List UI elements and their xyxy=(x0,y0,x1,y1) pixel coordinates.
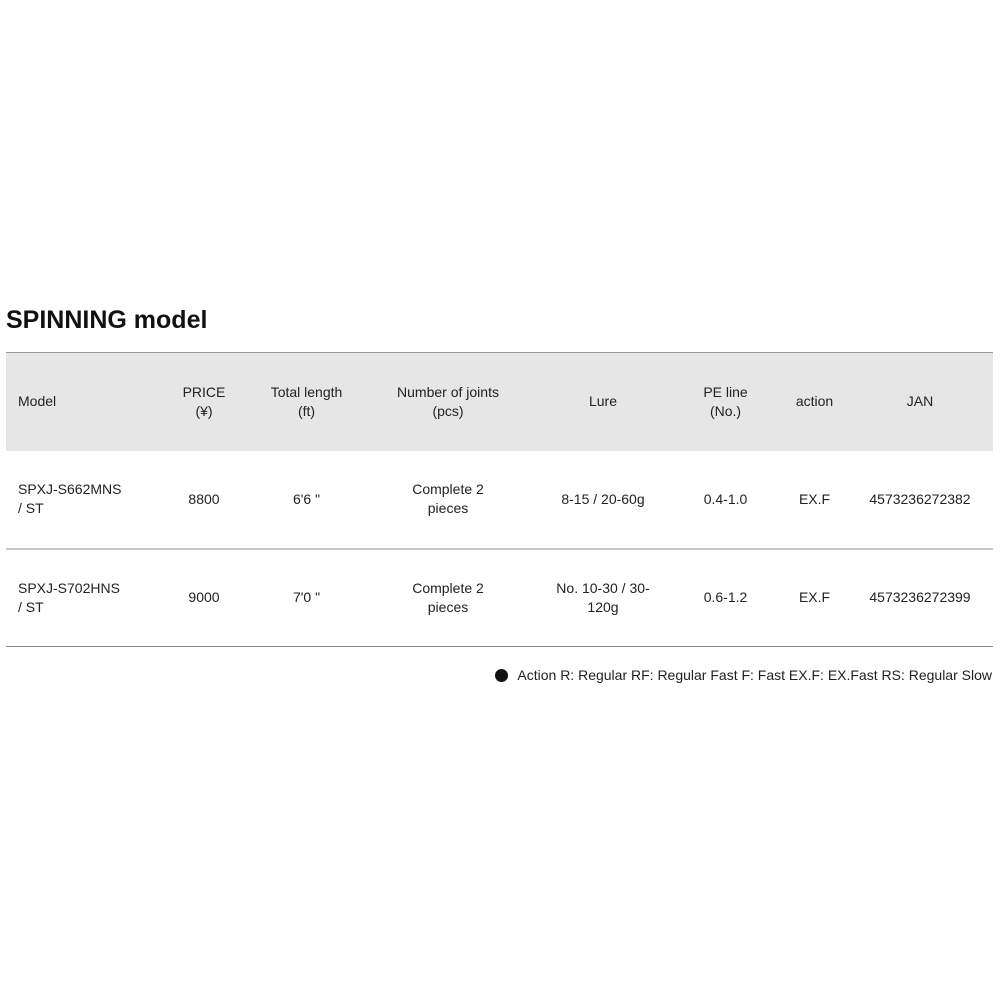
cell-jan: 4573236272382 xyxy=(869,490,971,507)
cell-pe-line: 0.6-1.2 xyxy=(703,589,748,606)
header-action: action xyxy=(795,393,834,410)
cell-pe-line: 0.4-1.0 xyxy=(703,490,748,507)
table-row xyxy=(6,451,993,549)
cell-action: EX.F xyxy=(798,490,831,507)
footnote-text: Action R: Regular RF: Regular Fast F: Fast EX.F: EX.Fast RS: Regular Slow xyxy=(517,667,992,683)
spec-table xyxy=(6,352,993,647)
cell-number-of-joints: Complete 2 pieces xyxy=(412,579,484,615)
cell-total-length: 6'6 " xyxy=(292,490,321,507)
cell-number-of-joints: Complete 2 pieces xyxy=(412,481,484,516)
cell-lure: 8-15 / 20-60g xyxy=(561,490,645,507)
header-model: Model xyxy=(18,393,57,410)
action-legend-footnote xyxy=(495,667,992,683)
cell-model: SPXJ-S662MNS / ST xyxy=(18,481,122,516)
bullet-icon xyxy=(495,669,508,682)
section-title: SPINNING model xyxy=(6,306,208,334)
cell-price: 9000 xyxy=(188,589,220,606)
header-number-of-joints: Number of joints (pcs) xyxy=(397,383,499,419)
header-row xyxy=(6,353,993,451)
header-jan: JAN xyxy=(906,393,934,410)
cell-action: EX.F xyxy=(798,589,831,606)
cell-total-length: 7'0 " xyxy=(292,589,321,606)
cell-price: 8800 xyxy=(188,490,220,507)
table-row xyxy=(6,549,993,647)
header-total-length: Total length (ft) xyxy=(270,383,343,419)
table-header xyxy=(6,353,993,451)
table-body xyxy=(6,451,993,647)
cell-lure: No. 10-30 / 30- 120g xyxy=(556,579,650,615)
header-lure: Lure xyxy=(588,393,618,410)
cell-jan: 4573236272399 xyxy=(869,589,971,606)
header-pe-line: PE line (No.) xyxy=(703,383,748,419)
cell-model: SPXJ-S702HNS / ST xyxy=(18,579,120,615)
header-price: PRICE (¥) xyxy=(182,383,226,419)
